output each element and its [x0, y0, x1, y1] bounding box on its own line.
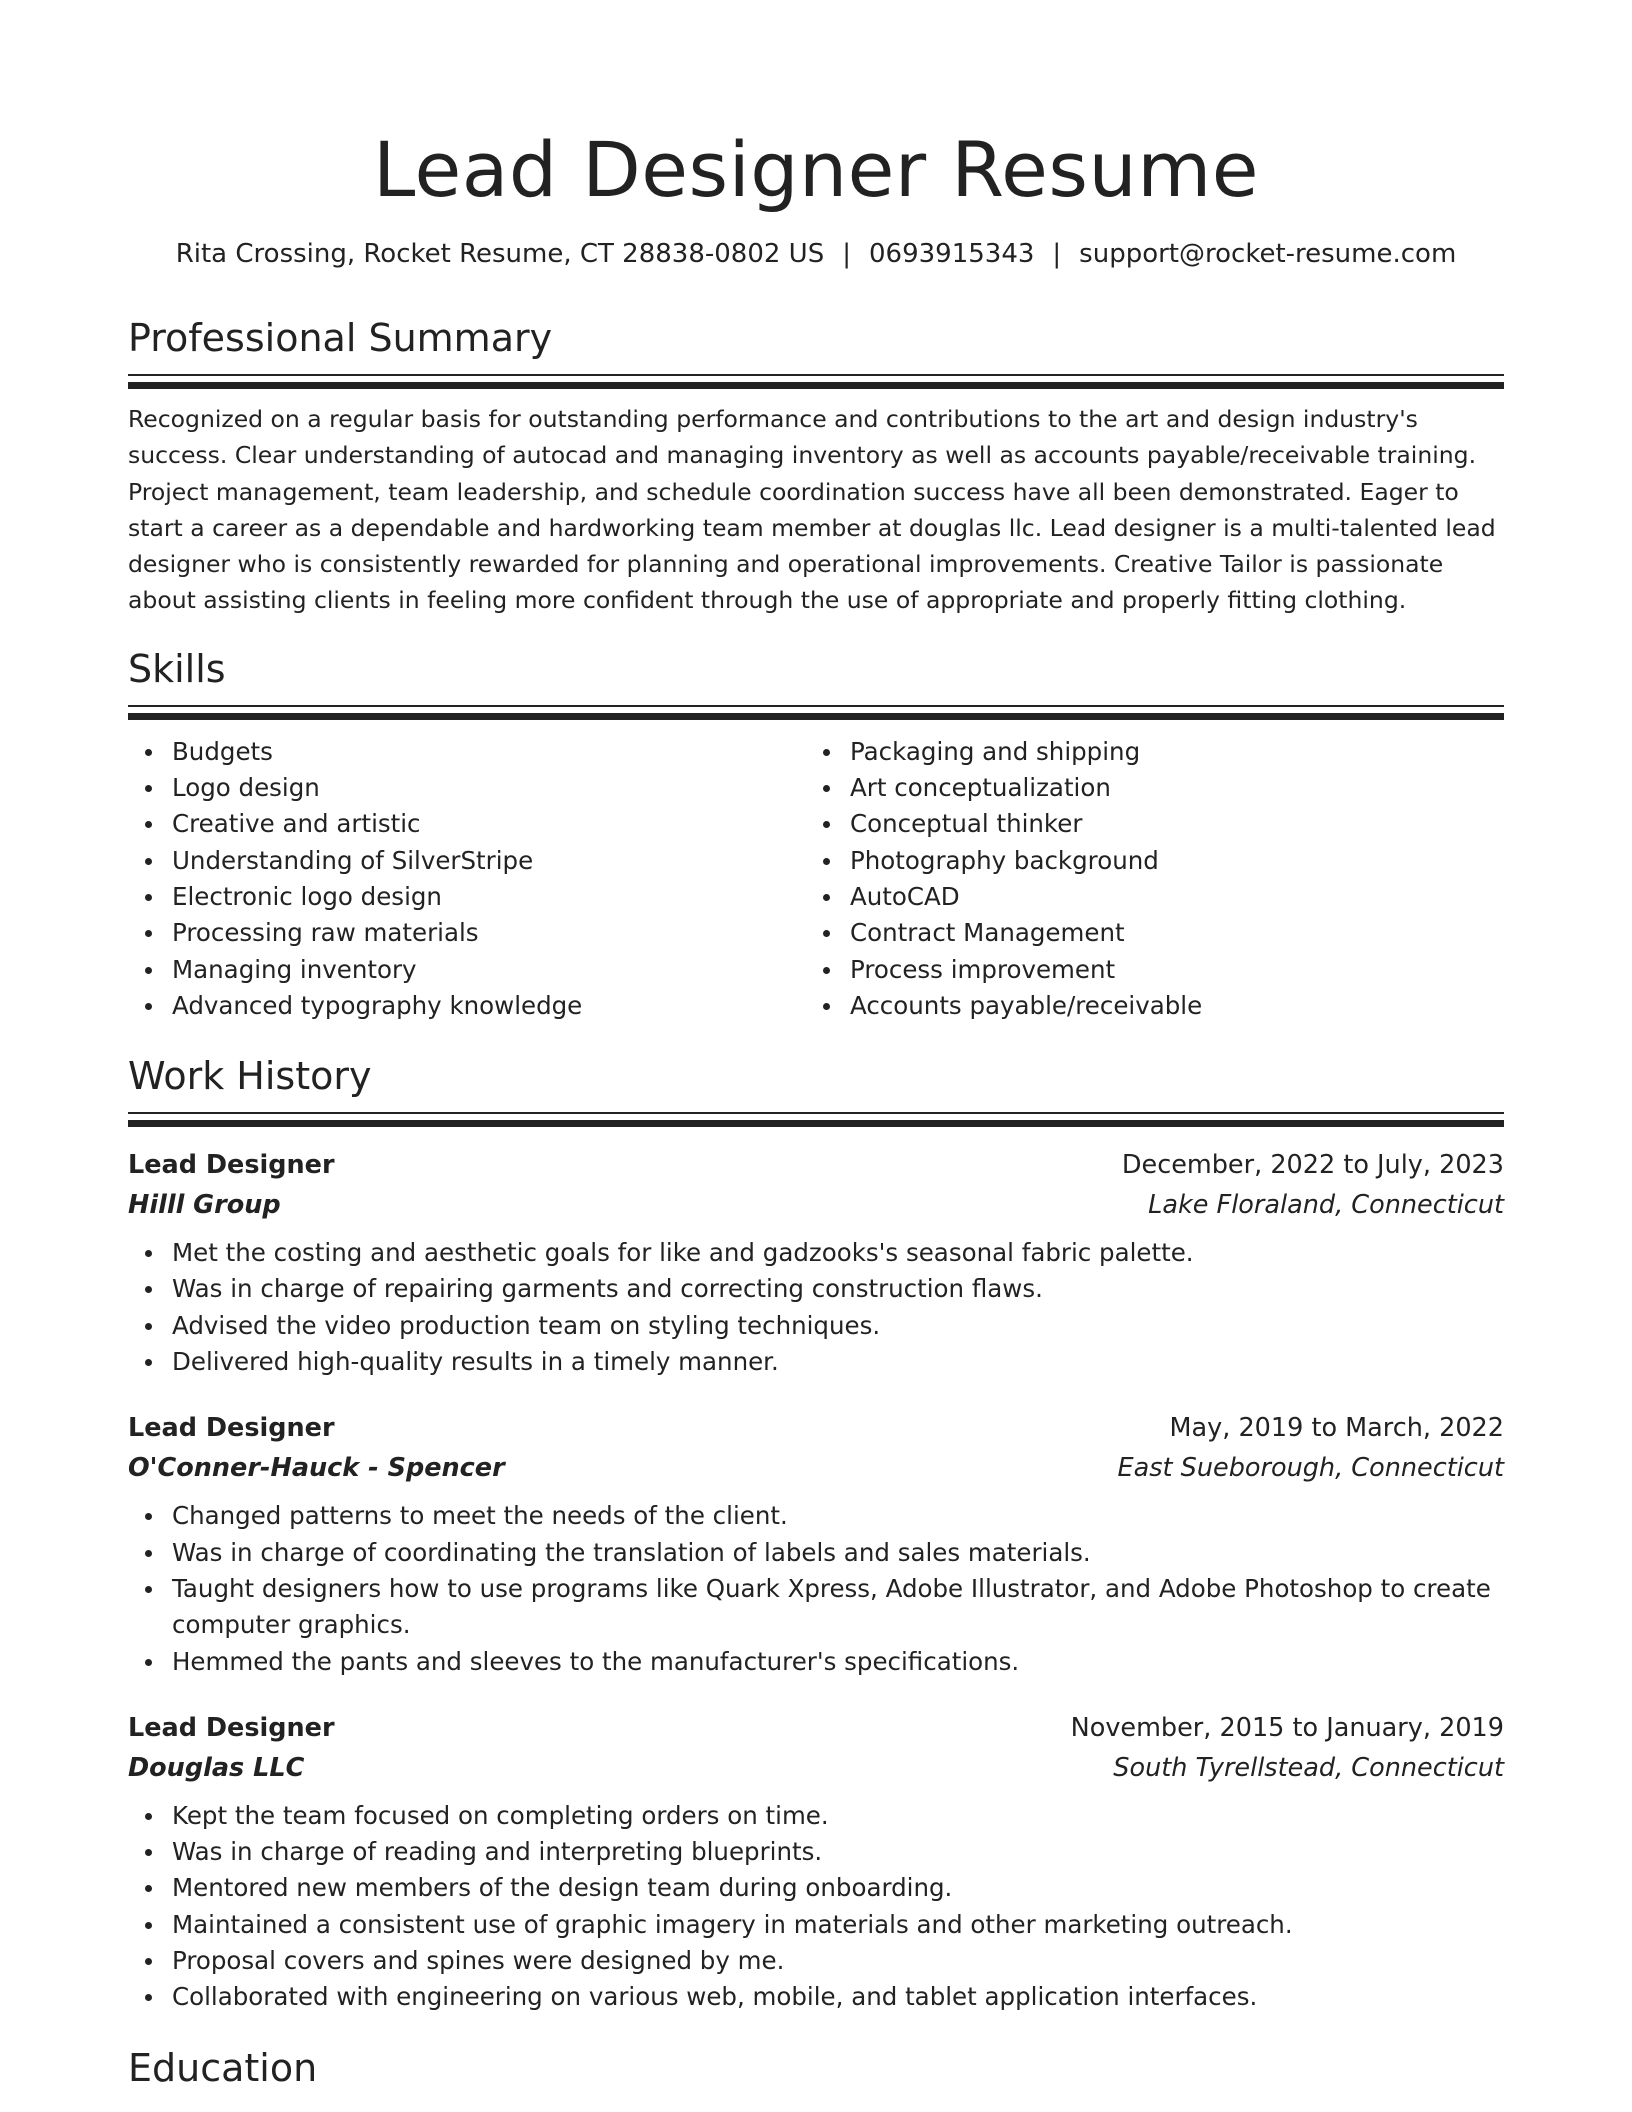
job-title: Lead Designer: [128, 1712, 335, 1743]
job-entry: [128, 1145, 1504, 1380]
section-divider: [128, 374, 1504, 389]
skills-section: [128, 645, 1504, 1024]
job-bullet: Was in charge of coordinating the translation of labels and sales materials.: [128, 1535, 1504, 1571]
skill-item: AutoCAD: [806, 879, 1484, 915]
skills-columns: [128, 734, 1504, 1024]
skill-item: Photography background: [806, 843, 1484, 879]
resume-page: [128, 0, 1504, 2092]
job-location: East Sueborough, Connecticut: [1117, 1453, 1504, 1484]
job-bullet: Hemmed the pants and sleeves to the manufacturer's specifications.: [128, 1644, 1504, 1680]
summary-text: Recognized on a regular basis for outstanding performance and contributions to the art and design industry's success. Clear understanding of autocad and managing inventory as well as accounts payable/receivable training. Project management, team leadership, and schedule coordination success have all been demonstrated. Eager to start a career as a dependable and hardworking team member at douglas llc. Lead designer is a multi-talented lead designer who is consistently rewarded for planning and operational improvements. Creative Tailor is passionate about assisting clients in feeling more confident through the use of appropriate and properly fitting clothing.: [128, 405, 1496, 615]
job-company: Hilll Group: [128, 1190, 281, 1221]
job-bullet: Delivered high-quality results in a timely manner.: [128, 1344, 1504, 1380]
job-dates: May, 2019 to March, 2022: [1169, 1413, 1504, 1444]
section-heading-work: Work History: [128, 1054, 372, 1099]
job-bullet: Mentored new members of the design team during onboarding.: [128, 1870, 1504, 1906]
job-bullet: Taught designers how to use programs like Quark Xpress, Adobe Illustrator, and Adobe Photoshop to create computer graphics.: [128, 1571, 1504, 1644]
job-dates: December, 2022 to July, 2023: [1121, 1150, 1504, 1181]
job-bullet: Was in charge of reading and interpreting blueprints.: [128, 1834, 1504, 1870]
skill-item: Art conceptualization: [806, 770, 1484, 806]
skill-item: Process improvement: [806, 952, 1484, 988]
contact-email: support@rocket-resume.com: [1079, 239, 1457, 269]
skill-item: Creative and artistic: [128, 806, 806, 842]
section-heading-education: Education: [128, 2045, 318, 2090]
education-section: [128, 2044, 1504, 2092]
section-heading-summary: Professional Summary: [128, 316, 553, 360]
job-bullet: Kept the team focused on completing orders on time.: [128, 1798, 1504, 1834]
job-bullet: Was in charge of repairing garments and correcting construction flaws.: [128, 1271, 1504, 1307]
skill-item: Managing inventory: [128, 952, 806, 988]
job-location: Lake Floraland, Connecticut: [1148, 1190, 1504, 1221]
section-divider: [128, 1112, 1504, 1127]
contact-address: Rita Crossing, Rocket Resume, CT 28838-0802 US: [175, 239, 825, 269]
job-bullet: Maintained a consistent use of graphic imagery in materials and other marketing outreach.: [128, 1907, 1504, 1943]
job-location: South Tyrellstead, Connecticut: [1113, 1752, 1504, 1783]
professional-summary-section: [128, 314, 1504, 619]
job-bullets: [128, 1798, 1504, 2016]
section-divider: [128, 705, 1504, 720]
page-title: Lead Designer Resume: [372, 125, 1259, 214]
skills-list-right: [806, 734, 1484, 1024]
skill-item: Processing raw materials: [128, 915, 806, 951]
skill-item: Contract Management: [806, 915, 1484, 951]
job-bullet: Met the costing and aesthetic goals for like and gadzooks's seasonal fabric palette.: [128, 1235, 1504, 1271]
job-bullet: Proposal covers and spines were designed by me.: [128, 1943, 1504, 1979]
skill-item: Advanced typography knowledge: [128, 988, 806, 1024]
skill-item: Understanding of SilverStripe: [128, 843, 806, 879]
job-dates: November, 2015 to January, 2019: [1070, 1712, 1504, 1743]
contact-line: [128, 238, 1504, 270]
job-bullets: [128, 1235, 1504, 1380]
job-company: O'Conner-Hauck - Spencer: [128, 1453, 505, 1484]
job-title: Lead Designer: [128, 1150, 335, 1181]
contact-separator: |: [1052, 239, 1062, 269]
skill-item: Budgets: [128, 734, 806, 770]
skill-item: Accounts payable/receivable: [806, 988, 1484, 1024]
contact-phone: 0693915343: [868, 239, 1035, 269]
job-entry: [128, 1408, 1504, 1679]
job-bullets: [128, 1498, 1504, 1679]
job-bullet: Advised the video production team on styling techniques.: [128, 1308, 1504, 1344]
contact-separator: |: [842, 239, 851, 269]
skill-item: Conceptual thinker: [806, 806, 1484, 842]
job-company: Douglas LLC: [128, 1752, 305, 1783]
skill-item: Logo design: [128, 770, 806, 806]
skills-list-left: [128, 734, 806, 1024]
section-heading-skills: Skills: [128, 646, 226, 691]
skill-item: Electronic logo design: [128, 879, 806, 915]
job-entry: [128, 1708, 1504, 2016]
job-bullet: Changed patterns to meet the needs of the client.: [128, 1498, 1504, 1534]
job-bullet: Collaborated with engineering on various web, mobile, and tablet application interfaces.: [128, 1979, 1504, 2015]
job-title: Lead Designer: [128, 1413, 335, 1444]
work-history-section: [128, 1052, 1504, 2015]
skill-item: Packaging and shipping: [806, 734, 1484, 770]
